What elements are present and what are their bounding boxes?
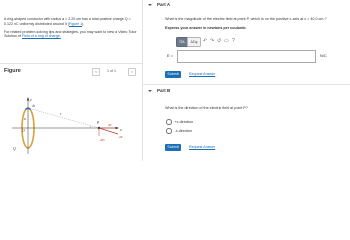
part-a-question: What is the magnitude of the electric field at point P, which is on the positive x-axis at x = 40.0 cm ? [165,17,327,21]
prev-figure-button[interactable]: < [92,68,100,76]
radio-button[interactable] [166,128,172,134]
radio-option-label: +x-direction [174,120,194,124]
radio-button[interactable] [166,119,172,125]
de-vector [99,128,118,134]
p-label: P [97,121,100,125]
figure-header [0,63,142,78]
origin-label: O [22,129,25,133]
figure-page-count: 1 of 1 [107,69,116,73]
video-tutor-link[interactable]: Field of a ring of charge. [21,34,61,38]
problem-paragraph [4,17,138,26]
reset-icon[interactable]: ↺ [217,38,222,44]
figure-link[interactable]: Figure 1 [68,21,83,26]
x-label: x [120,127,122,132]
dex-label: dE [108,123,112,127]
part-b-header[interactable] [143,88,350,97]
part-a-submit-button[interactable]: Submit [165,71,181,78]
ring-charge-diagram [4,78,139,158]
part-a-header[interactable] [143,2,350,11]
next-figure-button[interactable]: > [128,68,136,76]
problem-panel [0,0,142,161]
a-label: a [24,117,26,121]
angle-arc [90,126,91,128]
templates-button[interactable]: ΠΑ [176,37,188,47]
problem-text: A ring-shaped conductor with radius a = 2.20 cm has a total positive charge Q = 0.122 nC uniformly distributed around it ( [4,17,131,26]
radio-option-positive-x[interactable] [165,119,193,126]
answer-input[interactable] [177,50,316,63]
chevron-down-icon [148,4,152,6]
de-label: dE [119,135,123,139]
figure-label: Figure [4,68,21,74]
help-icon[interactable]: ? [232,38,235,44]
part-a-answer-row [165,50,345,62]
radio-option-negative-x[interactable] [165,128,192,135]
answer-unit: N/C [320,53,327,58]
problem-text-end: ). [82,21,85,26]
part-b-title: Part B [157,88,171,93]
q-label: Q [13,147,16,151]
part-separator [143,84,350,85]
r-label: r [60,112,62,116]
redo-icon[interactable]: ↷ [210,38,215,44]
radio-option-label: -x-direction [174,129,193,133]
symbols-button[interactable]: ΑΣφ [187,37,201,47]
r-line [28,108,99,128]
part-a-request-answer-link[interactable]: Request Answer [189,72,216,76]
part-b-question: What is the direction of the electric field at point P? [165,106,248,110]
figure-pager [92,67,140,75]
part-a-instruction: Express your answer in newtons per coulomb. [165,26,247,30]
part-b-request-answer-link[interactable]: Request Answer [189,145,216,149]
answer-label: E = [167,53,174,58]
dey-label: dEy [100,138,105,142]
undo-icon[interactable]: ↶ [203,38,208,44]
tutor-paragraph [4,30,138,39]
ds-label: ds [32,104,36,108]
part-b-submit-button[interactable]: Submit [165,144,181,151]
questions-panel [143,0,350,161]
y-label: y [30,97,32,102]
tutor-text: For related problem-solving tips and strategies, you may want to view a Video Tutor Solution of [4,29,137,38]
x-axis-arrow [116,127,120,129]
problem-statement [4,17,138,42]
y-axis-arrow [27,97,29,101]
part-a-title: Part A [157,2,171,7]
chevron-down-icon [148,90,152,92]
math-toolbar [165,36,345,49]
keyboard-icon[interactable]: ▭ [224,38,229,44]
